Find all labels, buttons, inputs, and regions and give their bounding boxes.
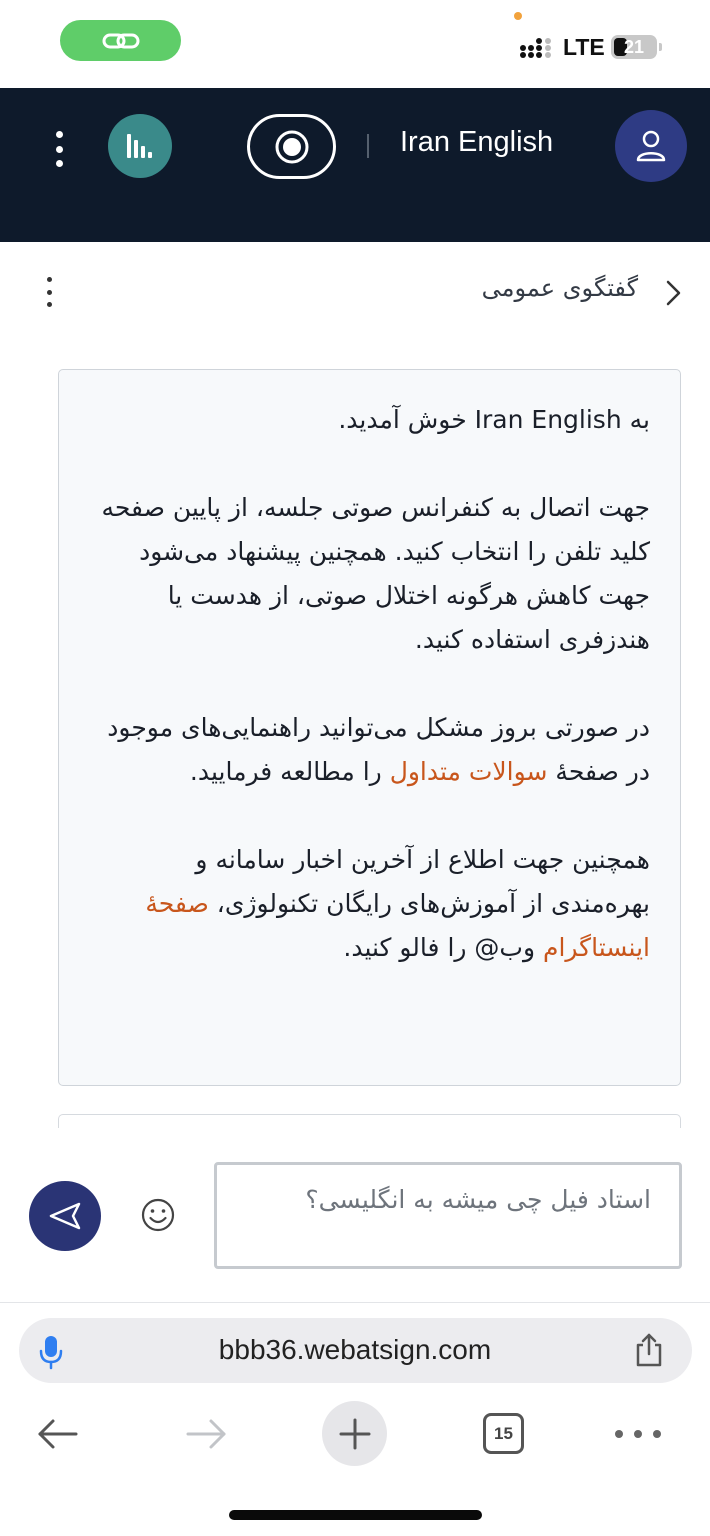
message-input[interactable] (214, 1162, 682, 1269)
user-button[interactable] (615, 110, 687, 182)
privacy-dot (514, 12, 522, 20)
audio-bars-icon (125, 132, 155, 160)
welcome-faq-paragraph (90, 706, 650, 794)
battery-tip (659, 43, 662, 51)
plus-icon (338, 1417, 372, 1451)
battery-icon (611, 35, 657, 59)
battery-level: 21 (623, 37, 645, 57)
welcome-instagram-paragraph (90, 838, 650, 970)
composer-separator (0, 1302, 710, 1303)
instagram-text-before: همچنین جهت اطلاع از آخرین اخبار سامانه و بهره‌مندی از آموزش‌های رایگان تکنولوژی، (195, 845, 650, 918)
forward-arrow-icon[interactable] (184, 1417, 228, 1451)
home-indicator[interactable] (229, 1510, 482, 1520)
share-icon[interactable] (633, 1332, 665, 1368)
chat-title[interactable]: گفتگوی عمومی (481, 274, 638, 302)
url-text[interactable]: bbb36.webatsign.com (218, 1334, 492, 1365)
header-more-button[interactable] (48, 131, 70, 167)
tabs-button[interactable]: 15 (483, 1413, 524, 1454)
new-tab-button[interactable] (322, 1401, 387, 1466)
faq-link[interactable]: سوالات متداول (389, 757, 548, 786)
chevron-right-icon[interactable] (664, 279, 682, 307)
emoji-icon[interactable] (140, 1197, 176, 1233)
network-type: LTE (563, 34, 605, 60)
app-header (0, 88, 710, 242)
send-icon (48, 1201, 82, 1231)
back-arrow-icon[interactable] (36, 1417, 80, 1451)
link-indicator[interactable] (60, 20, 181, 61)
record-button[interactable] (247, 114, 336, 179)
instagram-link[interactable]: صفحهٔ اینستاگرام (145, 889, 650, 962)
send-button[interactable] (29, 1181, 101, 1251)
faq-text-before: در صورتی بروز مشکل می‌توانید راهنمایی‌های موجود در صفحهٔ (107, 713, 650, 786)
link-icon (101, 30, 141, 52)
record-icon (274, 129, 310, 165)
welcome-audio-instructions: جهت اتصال به کنفرانس صوتی جلسه، از پایین صفحه کلید تلفن را انتخاب کنید. همچنین پیشنهاد می‌شود جهت کاهش هرگونه اختلال صوتی، از هدست یا هندزفری استفاده کنید. (101, 493, 650, 654)
next-message-card (58, 1114, 681, 1128)
more-horizontal-icon[interactable] (615, 1423, 661, 1445)
signal-icon (519, 38, 557, 60)
faq-text-after: را مطالعه فرمایید. (189, 757, 390, 786)
welcome-message-text (90, 398, 650, 970)
chat-options-button[interactable] (44, 277, 54, 307)
more-vertical-icon (56, 131, 63, 138)
room-title: Iran English (400, 126, 554, 158)
header-divider (367, 134, 369, 158)
instagram-text-after: وب@ را فالو کنید. (343, 933, 543, 962)
more-vertical-icon (47, 277, 52, 282)
user-icon (635, 129, 667, 163)
mic-icon[interactable] (38, 1334, 64, 1370)
audio-button[interactable] (108, 114, 172, 178)
welcome-line: به Iran English خوش آمدید. (338, 405, 650, 434)
